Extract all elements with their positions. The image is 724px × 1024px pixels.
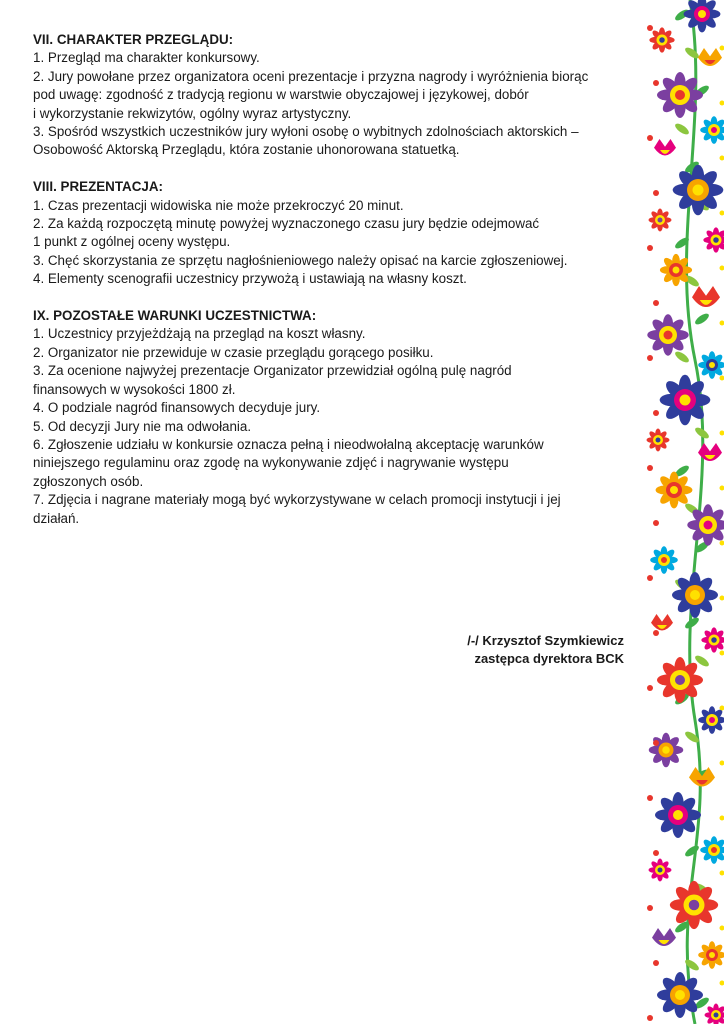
folk-floral-border [640,0,724,1024]
section [33,31,633,160]
text-line: pod uwagę: zgodność z tradycją regionu w warstwie obyczajowej i językowej, dobór [33,87,529,103]
text-line: 7. Zdjęcia i nagrane materiały mogą być wykorzystywane w celach promocji instytucji i jej [33,492,561,508]
text-line: 1 punkt z ogólnej oceny występu. [33,234,231,250]
text-line: 5. Od decyzji Jury nie ma odwołania. [33,418,252,434]
text-line: 6. Zgłoszenie udziału w konkursie oznacza pełną i nieodwołalną akceptację warunków [33,436,544,452]
section [33,307,633,528]
document-body [33,31,633,546]
text-line: finansowych w wysokości 1800 zł. [33,381,236,397]
text-line: 1. Uczestnicy przyjeżdżają na przegląd na koszt własny. [33,326,366,342]
section-heading: VII. CHARAKTER PRZEGLĄDU: [33,32,234,47]
text-line: 2. Za każdą rozpoczętą minutę powyżej wyznaczonego czasu jury będzie odejmować [33,216,540,232]
text-line: 4. O podziale nagród finansowych decyduje jury. [33,400,321,416]
signature-block [467,632,624,669]
text-line: 2. Organizator nie przewiduje w czasie przeglądu gorącego posiłku. [33,344,434,360]
text-line: 4. Elementy scenografii uczestnicy przywożą i ustawiają na własny koszt. [33,271,467,287]
section [33,178,633,288]
text-line: 3. Spośród wszystkich uczestników jury wyłoni osobę o wybitnych zdolnościach aktorskich – [33,124,579,140]
text-line: 3. Chęć skorzystania ze sprzętu nagłośnieniowego należy opisać na karcie zgłoszeniowej. [33,252,568,268]
text-line: 1. Przegląd ma charakter konkursowy. [33,50,260,66]
section-heading: VIII. PREZENTACJA: [33,179,163,195]
text-line: niniejszego regulaminu oraz zgodę na wykonywanie zdjęć i nagrywanie występu [33,455,509,471]
text-line: 2. Jury powołane przez organizatora oceni prezentacje i przyzna nagrody i wyróżnienia biorąc [33,68,589,84]
text-line: 3. Za ocenione najwyżej prezentacje Organizator przewidział ogólną pulę nagród [33,363,512,379]
text-line: i wykorzystanie rekwizytów, ogólny wyraz artystyczny. [33,105,352,121]
text-line: działań. [33,510,80,526]
signature-role: zastępca dyrektora BCK [474,651,624,667]
text-line: zgłoszonych osób. [33,473,144,489]
signature-name: /-/ Krzysztof Szymkiewicz [467,633,624,648]
section-heading: IX. POZOSTAŁE WARUNKI UCZESTNICTWA: [33,308,317,324]
floral-pattern-image [640,0,724,1024]
text-line: 1. Czas prezentacji widowiska nie może przekroczyć 20 minut. [33,197,404,213]
text-line: Osobowość Aktorską Przeglądu, która zostanie uhonorowana statuetką. [33,142,460,158]
